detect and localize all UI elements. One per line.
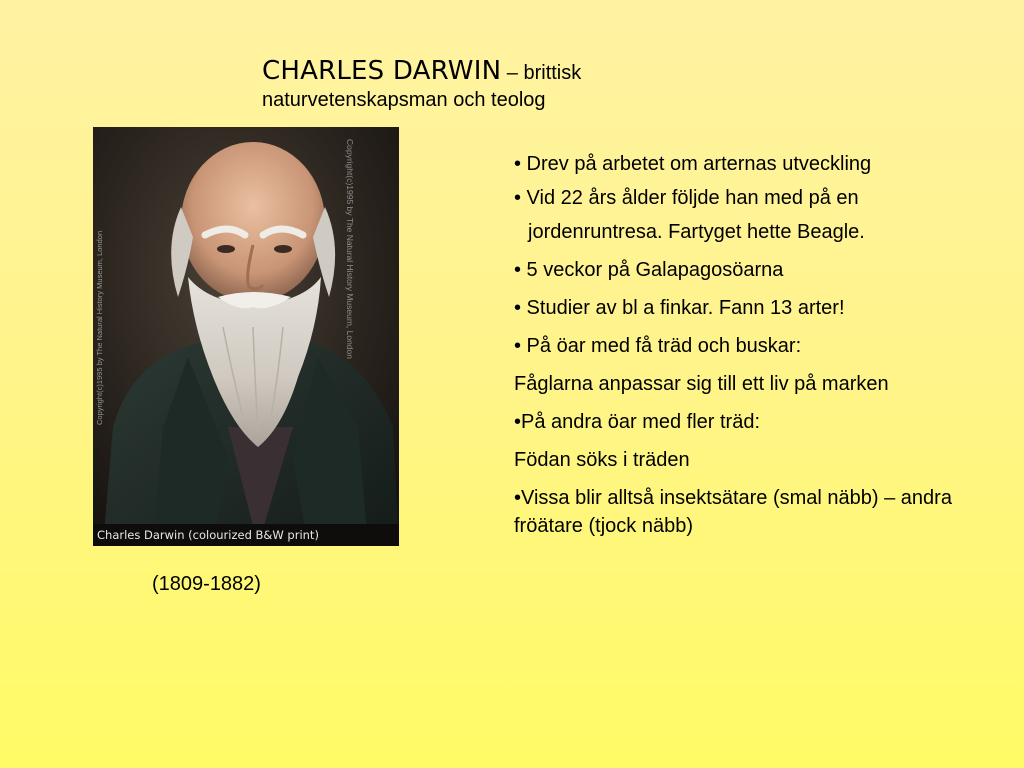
darwin-portrait xyxy=(93,127,399,546)
bullet-item: • Studier av bl a finkar. Fann 13 arter! xyxy=(514,297,845,319)
bullet-item: • Drev på arbetet om arternas utveckling xyxy=(514,153,872,175)
portrait-caption: Charles Darwin (colourized B&W print) xyxy=(93,524,399,546)
bullet-item: Fåglarna anpassar sig till ett liv på marken xyxy=(514,373,889,395)
title-suffix: – brittisk xyxy=(501,62,582,84)
bullet-item: jordenruntresa. Fartyget hette Beagle. xyxy=(528,221,865,243)
bullet-item: •På andra öar med fler träd: xyxy=(514,411,761,433)
bullet-list xyxy=(514,150,994,550)
bullet-item: •Vissa blir alltså insektsätare (smal näbb) – andra fröätare (tjock näbb) xyxy=(514,487,952,537)
copyright-watermark-right: Copyright(c)1995 by The Natural History Museum, London xyxy=(345,139,355,360)
bullet-item: • Vid 22 års ålder följde han med på en xyxy=(514,187,859,209)
bullet-item: • På öar med få träd och buskar: xyxy=(514,335,802,357)
bullet-item: • 5 veckor på Galapagosöarna xyxy=(514,259,784,281)
title-name: CHARLES DARWIN xyxy=(262,56,502,86)
title-subtitle: naturvetenskapsman och teolog xyxy=(262,89,546,111)
slide-title xyxy=(262,54,722,114)
life-years: (1809-1882) xyxy=(152,573,261,595)
copyright-watermark-left: Copyright(c)1995 by The Natural History Museum, London xyxy=(95,230,104,425)
bullet-item: Födan söks i träden xyxy=(514,449,690,471)
